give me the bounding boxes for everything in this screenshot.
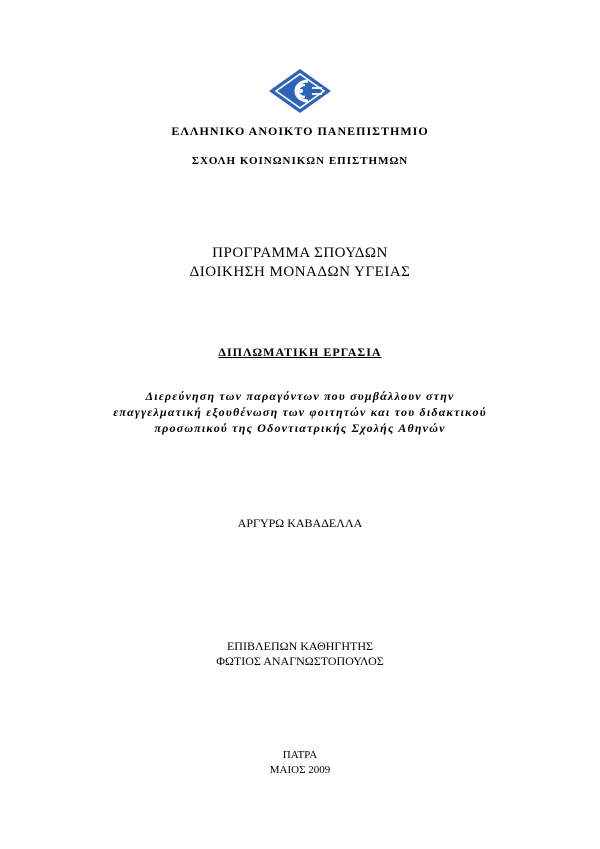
city: ΠΑΤΡΑ: [282, 749, 318, 761]
supervisor-name: ΦΩΤΙΟΣ ΑΝΑΓΝΩΣΤΟΠΟΥΛΟΣ: [216, 654, 384, 668]
thesis-label: ΔΙΠΛΩΜΑΤΙΚΗ ΕΡΓΑΣΙΑ: [218, 345, 382, 359]
thesis-title-line-3: προσωπικού της Οδοντιατρικής Σχολής Αθηνών: [154, 421, 446, 435]
program-name: ΔΙΟΙΚΗΣΗ ΜΟΝΑΔΩΝ ΥΓΕΙΑΣ: [189, 264, 411, 280]
school-name: ΣΧΟΛΗ ΚΟΙΝΩΝΙΚΩΝ ΕΠΙΣΤΗΜΩΝ: [191, 155, 409, 167]
thesis-title-line-1: Διερεύνηση των παραγόντων που συμβάλλουν στην: [145, 389, 455, 403]
university-logo-icon: [268, 68, 332, 114]
university-name: ΕΛΛΗΝΙΚΟ ΑΝΟΙΚΤΟ ΠΑΝΕΠΙΣΤΗΜΙΟ: [171, 124, 429, 138]
thesis-title-line-2: επαγγελματική εξουθένωση των φοιτητών και του διδακτικού: [113, 405, 487, 419]
program-title: ΠΡΟΓΡΑΜΜΑ ΣΠΟΥΔΩΝ: [212, 245, 388, 261]
date: ΜΑΙΟΣ 2009: [269, 764, 331, 776]
supervisor-label: ΕΠΙΒΛΕΠΩΝ ΚΑΘΗΓΗΤΗΣ: [226, 639, 374, 653]
author-name: ΑΡΓΥΡΩ ΚΑΒΑΔΕΛΛΑ: [237, 516, 363, 530]
